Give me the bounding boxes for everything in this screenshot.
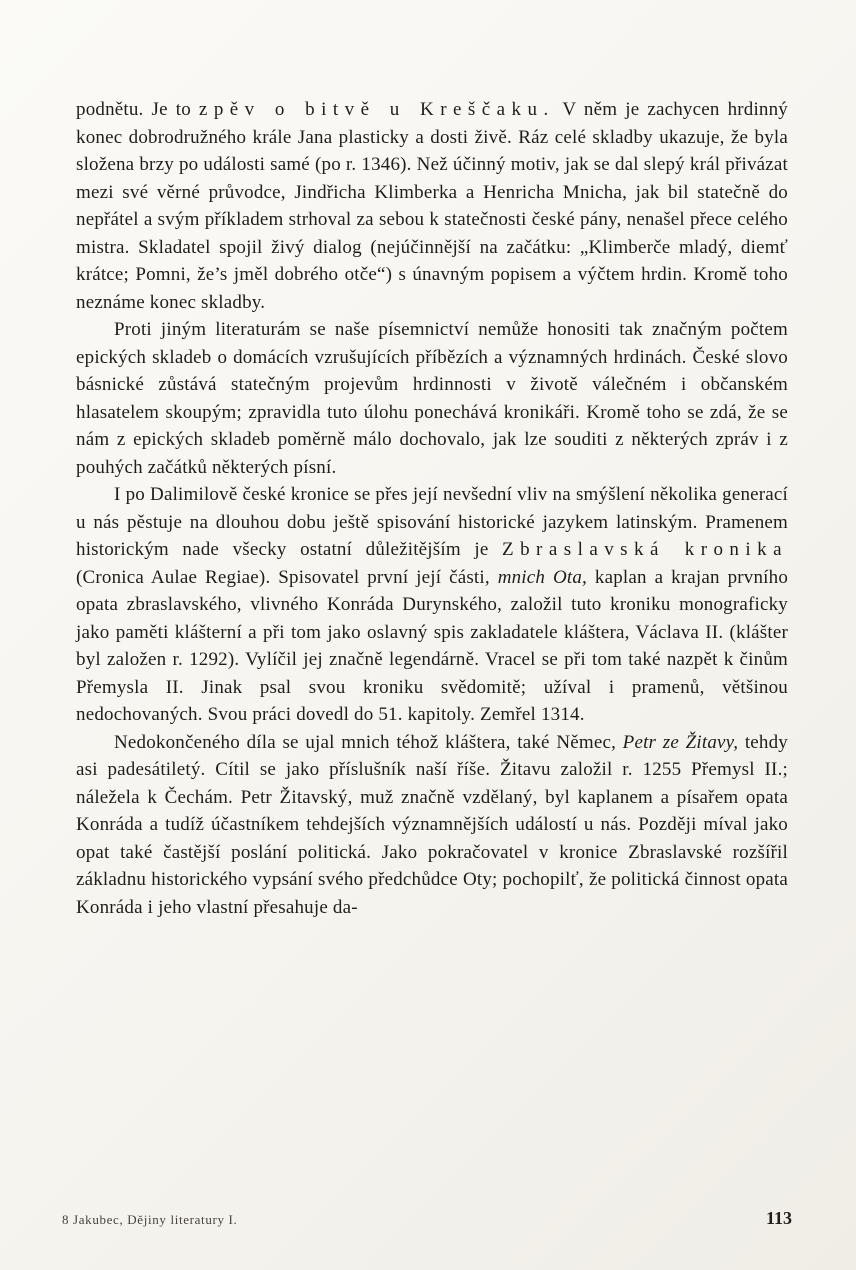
body-text: tehdy asi padesátiletý. Cítil se jako příslušník naší říše. Žitavu založil r. 1255 Přemysl II.; náležela k Čechám. Petr Žitavský, muž značně vzdělaný, byl kaplanem a písařem opata Konráda a tudíž účastníkem tehdejších významnějších událostí u nás. Později míval jako opat také častější poslání politická. Jako pokračovatel v kronice Zbraslavské rozšířil základnu historického vypsání svého předchůdce Oty; pochopilť, že politická činnost opata Konráda i jeho vlastní přesahuje da- xyxy=(76,731,789,918)
italic-emphasis-text: mnich Ota, xyxy=(497,566,587,588)
italic-emphasis-text: Petr ze Žitavy, xyxy=(622,731,739,753)
body-text: Nedokončeného díla se ujal mnich téhož kláštera, také Němec, xyxy=(114,731,623,753)
paragraph xyxy=(76,481,788,729)
body-text: Proti jiným literaturám se naše písemnictví nemůže honositi tak značným počtem epických skladeb o domácích vzrušujících příbězích a významných hrdinách. České slovo básnické zůstává statečným projevům hrdinnosti v životě válečném i občanském hlasatelem skoupým; zpravidla tuto úlohu ponechává kronikáři. Kromě toho se zdá, že se nám z epických skladeb poměrně málo dochovalo, jak lze souditi z některých zpráv i z pouhých začátků některých písní. xyxy=(76,319,788,478)
page-footer xyxy=(62,1208,792,1229)
spaced-emphasis-text: zpěv o bitvě u Kreščaku. xyxy=(198,99,555,120)
page-number: 113 xyxy=(765,1208,792,1228)
paragraph xyxy=(76,729,788,922)
body-text: kaplan a krajan prvního opata zbraslavského, vlivného Konráda Durynského, založil tuto kroniku monograficky jako paměti klášterní a při tom jako oslavný spis zakladatele kláštera, Václava II. (klášter byl založen r. 1292). Vylíčil jej značně legendárně. Vracel se při tom také nazpět k činům Přemysla II. Jinak psal svou kroniku svědomitě; užíval i pramenů, většinou nedochovaných. Svou práci dovedl do 51. kapitoly. Zemřel 1314. xyxy=(76,566,789,725)
body-text: (Cronica Aulae Regiae). Spisovatel první její části, xyxy=(76,566,498,588)
body-text: podnětu. Je to xyxy=(76,99,199,120)
paragraph xyxy=(76,316,788,481)
footer-note: 8 Jakubec, Dějiny literatury I. xyxy=(62,1212,238,1227)
body-text: V něm je zachycen hrdinný konec dobrodružného krále Jana plasticky a dosti živě. Ráz celé skladby ukazuje, že byla složena brzy po události samé (po r. 1346). Než účinný motiv, jak se dal slepý král přivázat mezi své věrné průvodce, Jindřicha Klimberka a Henricha Mnicha, jak bil statečně do nepřátel a svým příkladem strhoval za sebou k statečnosti české pány, nenašel přece celého mistra. Skladatel spojil živý dialog (nejúčinnější na začátku: „Klimberče mladý, diemť krátce; Pomni, že’s jměl dobrého otče“) s únavným popisem a výčtem hrdin. Kromě toho neznáme konec skladby. xyxy=(76,99,788,313)
spaced-emphasis-text: Zbraslavská kronika xyxy=(502,539,788,560)
body-text: I po Dalimilově české kronice se přes její nevšední vliv na smýšlení několika generací u nás pěstuje na dlouhou dobu ještě spisování historické jazykem latinským. Pramenem historickým nade všecky ostatní důležitějším je xyxy=(76,484,788,560)
text-block xyxy=(76,96,788,921)
paragraph xyxy=(76,96,788,316)
